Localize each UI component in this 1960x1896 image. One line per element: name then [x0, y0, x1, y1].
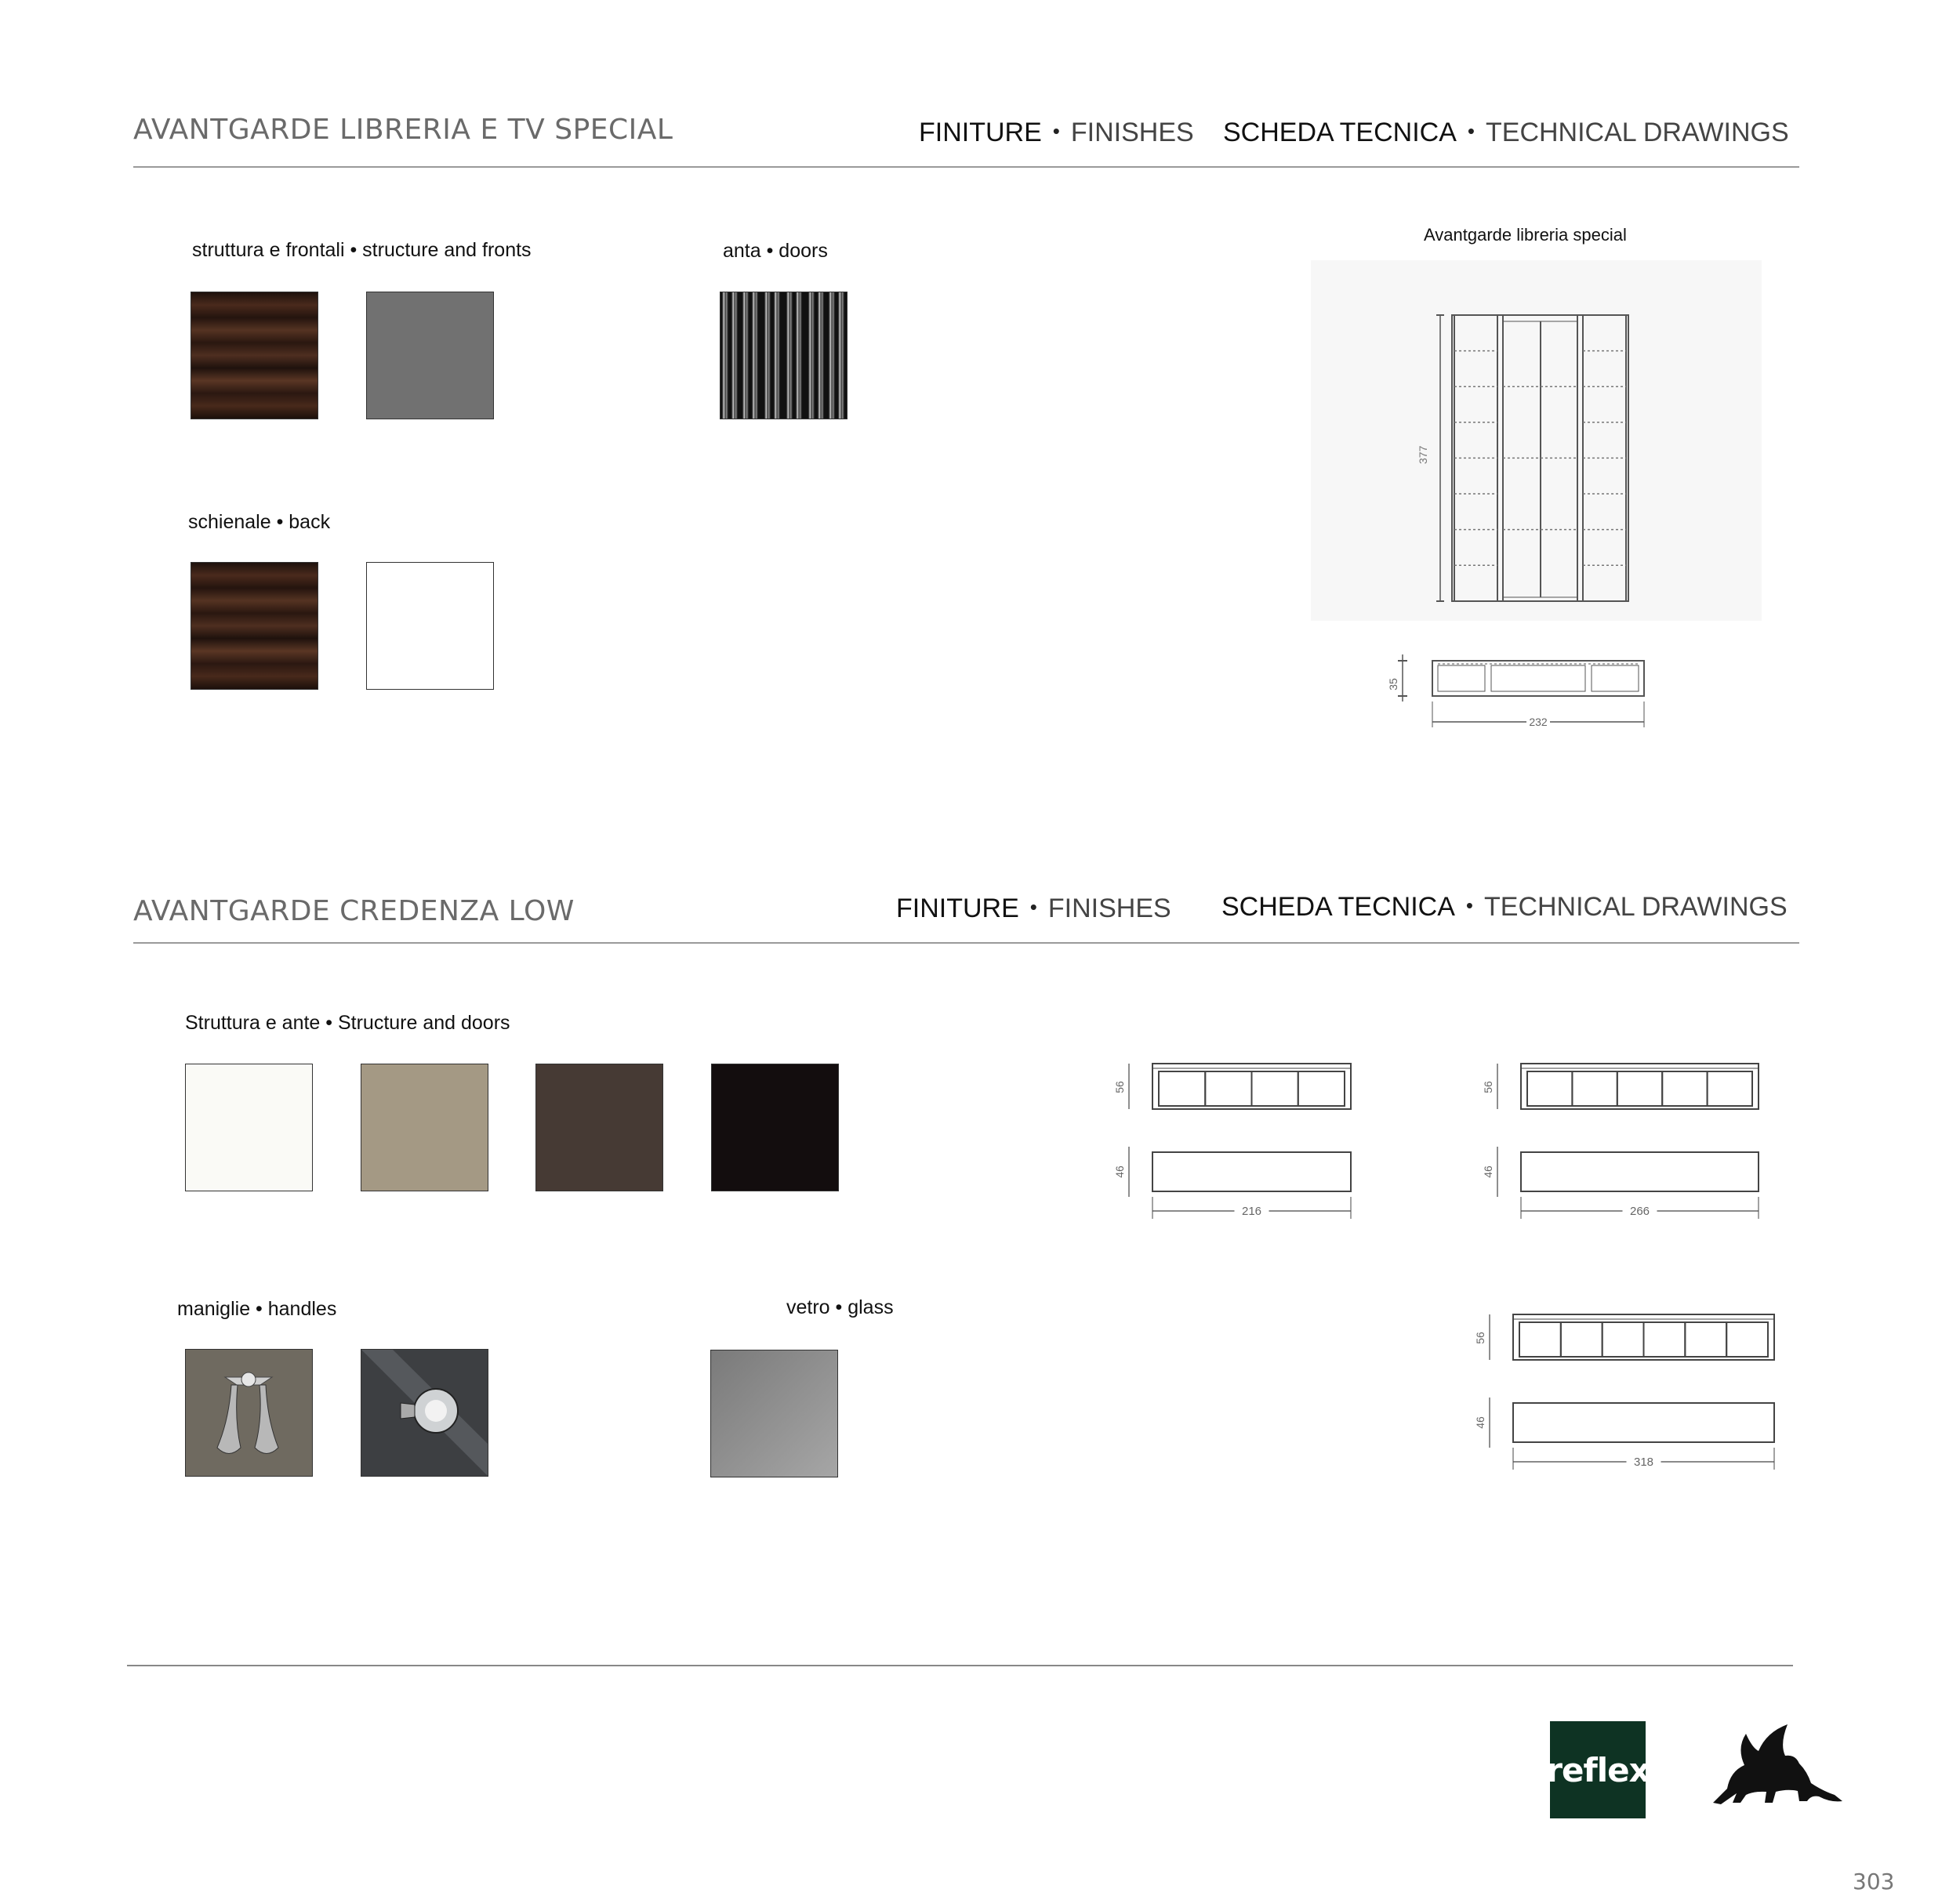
finiture-label: FINITURE	[896, 894, 1019, 923]
credenza-318-svg	[1470, 1305, 1784, 1474]
handle-knob-image	[361, 1350, 488, 1476]
credenza-door	[1685, 1322, 1726, 1357]
bullet: •	[1467, 119, 1475, 143]
credenza-door	[1159, 1071, 1205, 1106]
wood-texture	[191, 292, 318, 419]
swatch-grey	[366, 292, 494, 419]
stripe	[786, 292, 793, 419]
stripe	[731, 292, 738, 419]
section2-technical-header	[1221, 892, 1788, 923]
swatch-black	[711, 1064, 839, 1191]
section1-title: AVANTGARDE LIBRERIA E TV SPECIAL	[133, 114, 673, 146]
striped-texture	[720, 292, 847, 419]
winged-lion-logo	[1697, 1717, 1846, 1811]
credenza-door	[1617, 1071, 1662, 1106]
section2-title: AVANTGARDE CREDENZA LOW	[133, 895, 575, 927]
reflex-logo: reflex	[1550, 1721, 1646, 1818]
finishes-label: FINISHES	[1070, 118, 1194, 147]
stripe	[742, 292, 749, 419]
credenza-lines	[1490, 1314, 1774, 1470]
finiture-label: FINITURE	[919, 118, 1042, 147]
swatch-white	[185, 1064, 313, 1191]
credenza-door	[1708, 1071, 1752, 1106]
footer-divider	[127, 1665, 1793, 1666]
doors-label: anta • doors	[723, 240, 828, 262]
bullet: •	[1029, 895, 1037, 919]
swatch-handle-knob	[361, 1349, 488, 1477]
technical-label: TECHNICAL DRAWINGS	[1486, 118, 1789, 147]
swatch-taupe	[361, 1064, 488, 1191]
credenza-plan	[1513, 1403, 1774, 1442]
dim-height: 377	[1417, 445, 1429, 464]
credenza-lines	[1129, 1064, 1351, 1219]
credenza-drawing-3	[1470, 1305, 1784, 1474]
handle-drop-image	[186, 1350, 312, 1476]
section1-finishes-header	[919, 118, 1194, 148]
technical-label: TECHNICAL DRAWINGS	[1484, 892, 1788, 922]
glass-texture	[711, 1350, 837, 1477]
swatch-back-white	[366, 562, 494, 690]
stripe	[818, 292, 824, 419]
dim-width: 266	[1629, 1205, 1650, 1218]
swatch-doors-striped	[720, 292, 848, 419]
dim-width: 318	[1633, 1456, 1654, 1469]
bullet: •	[1052, 119, 1060, 143]
credenza-door	[1644, 1322, 1686, 1357]
credenza-drawing-1	[1109, 1054, 1360, 1223]
credenza-door	[1298, 1071, 1345, 1106]
swatch-dark-brown	[535, 1064, 663, 1191]
finishes-label: FINISHES	[1047, 894, 1171, 923]
dim-width: 216	[1241, 1205, 1262, 1218]
structure-doors-label: Struttura e ante • Structure and doors	[185, 1012, 510, 1034]
stripe	[722, 292, 728, 419]
scheda-label: SCHEDA TECNICA	[1223, 118, 1457, 147]
credenza-216-svg	[1109, 1054, 1360, 1223]
credenza-door	[1602, 1322, 1644, 1357]
stripe	[796, 292, 802, 419]
back-label: schienale • back	[188, 511, 331, 533]
credenza-266-svg	[1478, 1054, 1768, 1223]
dim-height: 56	[1113, 1081, 1126, 1093]
dim-depth: 46	[1113, 1166, 1126, 1178]
stripe	[752, 292, 758, 419]
dim-height: 56	[1474, 1332, 1486, 1344]
credenza-door	[1205, 1071, 1251, 1106]
scheda-label: SCHEDA TECNICA	[1221, 892, 1455, 922]
credenza-plan	[1521, 1152, 1759, 1191]
dim-depth: 35	[1387, 678, 1399, 691]
bullet: •	[1465, 894, 1473, 917]
swatch-wood-dark	[191, 292, 318, 419]
credenza-door	[1252, 1071, 1298, 1106]
section2-finishes-header	[896, 894, 1171, 924]
page-number: 303	[1853, 1869, 1895, 1894]
dim-depth: 46	[1482, 1166, 1494, 1178]
stripe	[764, 292, 771, 419]
section1-divider	[133, 166, 1799, 168]
swatch-glass	[710, 1350, 838, 1477]
stripe	[838, 292, 844, 419]
credenza-door	[1527, 1071, 1572, 1106]
structure-fronts-label: struttura e frontali • structure and fronts	[192, 239, 532, 261]
wood-texture	[191, 563, 318, 689]
glass-label: vetro • glass	[786, 1296, 894, 1318]
credenza-plan	[1152, 1152, 1351, 1191]
credenza-drawing-2	[1478, 1054, 1768, 1223]
drawing-caption: Avantgarde libreria special	[1424, 225, 1627, 245]
bookcase-front-drawing	[1311, 260, 1762, 621]
winged-lion-icon	[1697, 1717, 1846, 1811]
section2-divider	[133, 942, 1799, 944]
credenza-front	[1521, 1064, 1759, 1109]
dim-width: 232	[1529, 716, 1548, 728]
credenza-lines	[1497, 1064, 1759, 1219]
credenza-door	[1572, 1071, 1617, 1106]
bookcase-plan-drawing	[1389, 647, 1656, 733]
credenza-door	[1662, 1071, 1707, 1106]
swatch-handle-drop	[185, 1349, 313, 1477]
bookcase-plan-svg	[1389, 647, 1656, 733]
credenza-door	[1519, 1322, 1561, 1357]
credenza-door	[1561, 1322, 1602, 1357]
stripe	[808, 292, 815, 419]
swatch-back-wood-dark	[191, 562, 318, 690]
stripe	[774, 292, 780, 419]
bookcase-elevation-svg	[1311, 260, 1762, 621]
handles-label: maniglie • handles	[177, 1298, 337, 1320]
dim-height: 56	[1482, 1081, 1494, 1093]
dim-depth: 46	[1474, 1416, 1486, 1429]
credenza-door	[1726, 1322, 1768, 1357]
section1-technical-header	[1223, 118, 1789, 148]
stripe	[829, 292, 835, 419]
